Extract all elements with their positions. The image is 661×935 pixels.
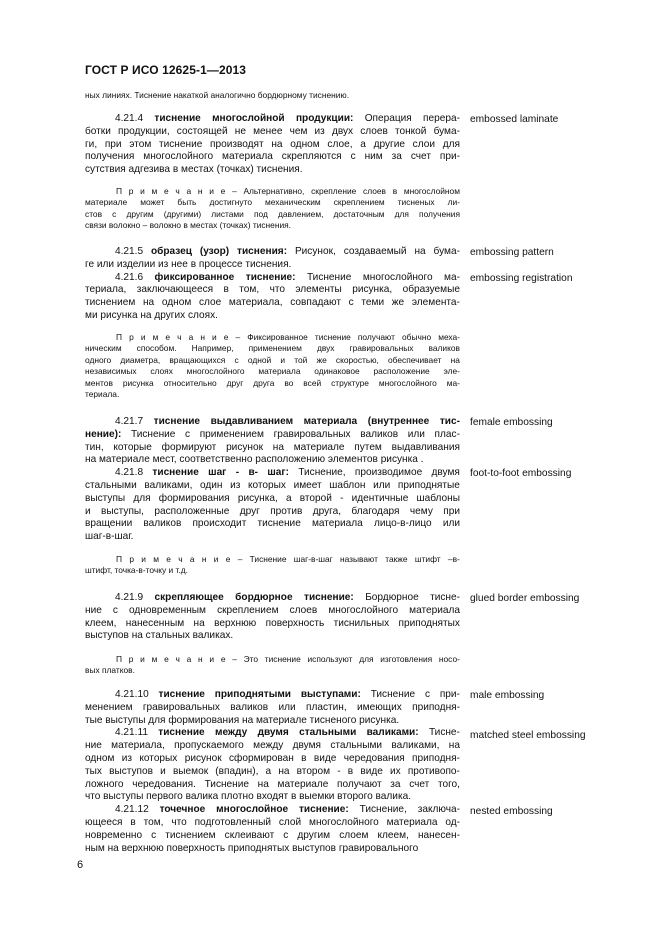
text-line: материале может быть достигнуто механическим скреплением тисненых ли- [85, 197, 460, 208]
text-line: 4.21.7 тиснение выдавливанием материала (внутреннее тис- [115, 416, 460, 427]
term-male-embossing: male embossing [470, 690, 545, 701]
text-line: выступов на стальных валиках. [85, 630, 234, 642]
term-embossing-registration: embossing registration [470, 273, 573, 284]
text-line: тиснением на одном слое материала, совпадают с теми же элемента- [85, 297, 460, 309]
text-line: и выступы, расположенные друг против друга, благодаря чему при [85, 505, 460, 517]
text-line: 4.21.8 тиснение шаг - в- шаг: Тиснение, производимое двумя [115, 467, 460, 479]
text-line: связи волокно – волокно в местах (точках) тиснения. [85, 220, 292, 231]
text-line: что выступы первого валика плотно входят в выемки второго валика. [85, 791, 411, 803]
text-line: шаг-в-шаг. [85, 531, 134, 543]
text-line: ложного чередования. Тиснение на материале получают за счет того, [85, 778, 460, 790]
text-line: ги, при этом тиснение производят на одном слое, а другие слои для [85, 138, 460, 150]
text-line: ным на верхнюю поверхность приподнятых выступов гравировального [85, 842, 419, 854]
definitions-4-21-10-12 [85, 689, 460, 855]
text-line: ментов рисунка относительно друг друга во всей структуре многослойного ма- [85, 377, 460, 388]
text-line: менением гравировальных валиков или пластин, имеющих приподня- [85, 701, 460, 713]
definition-4-21-9 [85, 592, 460, 643]
text-line: стов с другим (другими) листами под давлением, достаточным для получения [85, 208, 460, 219]
text-line: тые выступы для формирования на материале тисненого рисунка. [85, 714, 400, 726]
text-line: ных линиях. Тиснение накаткой аналогично бордюрному тиснению. [85, 90, 350, 100]
note-4 [85, 654, 460, 677]
text-line: ние материала, пропускаемого между двумя стальными валиками, на [85, 740, 460, 752]
text-line: 4.21.12 точечное многослойное тиснение: Тиснение, заключа- [115, 804, 460, 816]
text-line: стальными валиками, один из которых имеет шаблон или приподнятые [85, 479, 460, 491]
term-embossed-laminate: embossed laminate [470, 114, 559, 125]
text-line: териала. [85, 388, 120, 399]
text-line: 4.21.11 тиснение между двумя стальными валиками: Тисне- [115, 727, 460, 739]
text-line: 4.21.6 фиксированное тиснение: Тиснение многослойного ма- [115, 271, 460, 283]
term-glued-border-embossing: glued border embossing [470, 593, 580, 604]
text-line: 4.21.10 тиснение приподнятыми выступами: Тиснение с при- [115, 689, 460, 700]
text-line: П р и м е ч а н и е – Тиснение шаг-в-шаг называют также штифт –в- [116, 554, 460, 564]
text-line: независимых слоях многослойного материала одинаковое расположение эле- [85, 366, 460, 377]
text-line: П р и м е ч а н и е – Это тиснение используют для изготовления носо- [116, 654, 460, 664]
text-line: ющееся в том, что подготовленный слой многослойного материала од- [85, 816, 460, 828]
text-line: клеем, нанесенным на верхнюю поверхность тиснильных приподнятых [85, 617, 460, 629]
definitions-4-21-7-8 [85, 416, 460, 544]
text-line: ническим способом. Например, применением двух гравировальных валиков [85, 343, 460, 354]
text-line: П р и м е ч а н и е – Фиксированное тиснение получают обычно меха- [116, 332, 460, 342]
text-line: 4.21.9 скрепляющее бордюрное тиснение: Бордюрное тисне- [115, 592, 460, 603]
text-line: одного диаметра, вращающихся с одной и той же скоростью, обеспечивает на [85, 354, 460, 365]
text-line: ние с одновременным скреплением слоев многослойного материала [85, 604, 460, 616]
text-line: 4.21.5 образец (узор) тиснения: Рисунок, создаваемый на бума- [115, 246, 460, 257]
text-line: сутствия адгезива в местах (точках) тиснения. [85, 164, 303, 176]
text-line: штифт, точка-в-точку и т.д. [85, 565, 188, 576]
term-foot-to-foot-embossing: foot-to-foot embossing [470, 468, 572, 479]
text-line: ми рисунка на других слоях. [85, 309, 218, 321]
note-3 [85, 554, 460, 577]
text-line: П р и м е ч а н и е – Альтернативно, скрепление слоев в многослойном [116, 186, 460, 196]
text-line: получения многослойного материала скрепляются с ним за счет при- [85, 151, 460, 163]
text-line: тых выступов и выемок (впадин), а на втором - в виде их противопо- [85, 765, 460, 777]
text-line: ге или изделии из нее в процессе тиснения. [85, 258, 292, 270]
text-line: ботки продукции, состоящей не менее чем из двух слоев тонкой бума- [85, 125, 460, 137]
term-matched-steel-embossing: matched steel embossing [470, 730, 586, 741]
text-line: 4.21.4 тиснение многослойной продукции: Операция перера- [115, 113, 460, 124]
definitions-4-21-5-6 [85, 246, 460, 323]
text-line: одном из которых рисунок сформирован в виде чередования приподня- [85, 752, 460, 764]
text-line: новременно с тиснением склеивают с другим слоем клеем, нанесен- [85, 829, 460, 841]
term-nested-embossing: nested embossing [470, 806, 553, 817]
document-header: ГОСТ Р ИСО 12625-1—2013 [85, 63, 247, 77]
text-line: тин, которые формируют рисунок на материале путем выдавливания [85, 441, 460, 453]
text-line: териала, заключающееся в том, что элементы рисунка, образуемые [85, 284, 460, 296]
text-line: вращении валиков происходит тиснение материала лицо-в-лицо или [85, 518, 460, 530]
text-line: вых платков. [85, 665, 135, 676]
term-female-embossing: female embossing [470, 417, 553, 428]
text-line: на материале мест, соответственно расположению элементов рисунка . [85, 454, 424, 466]
definition-4-21-4 [85, 113, 460, 177]
text-line: нение): Тиснение с применением гравировальных валиков или плас- [85, 428, 460, 440]
page-number: 6 [77, 859, 84, 871]
note-1 [85, 186, 460, 232]
term-embossing-pattern: embossing pattern [470, 247, 554, 258]
text-line: выступы для формирования рисунка, а второй - идентичные шаблоны [85, 492, 460, 504]
text-block-0 [85, 89, 460, 102]
note-2 [85, 332, 460, 400]
